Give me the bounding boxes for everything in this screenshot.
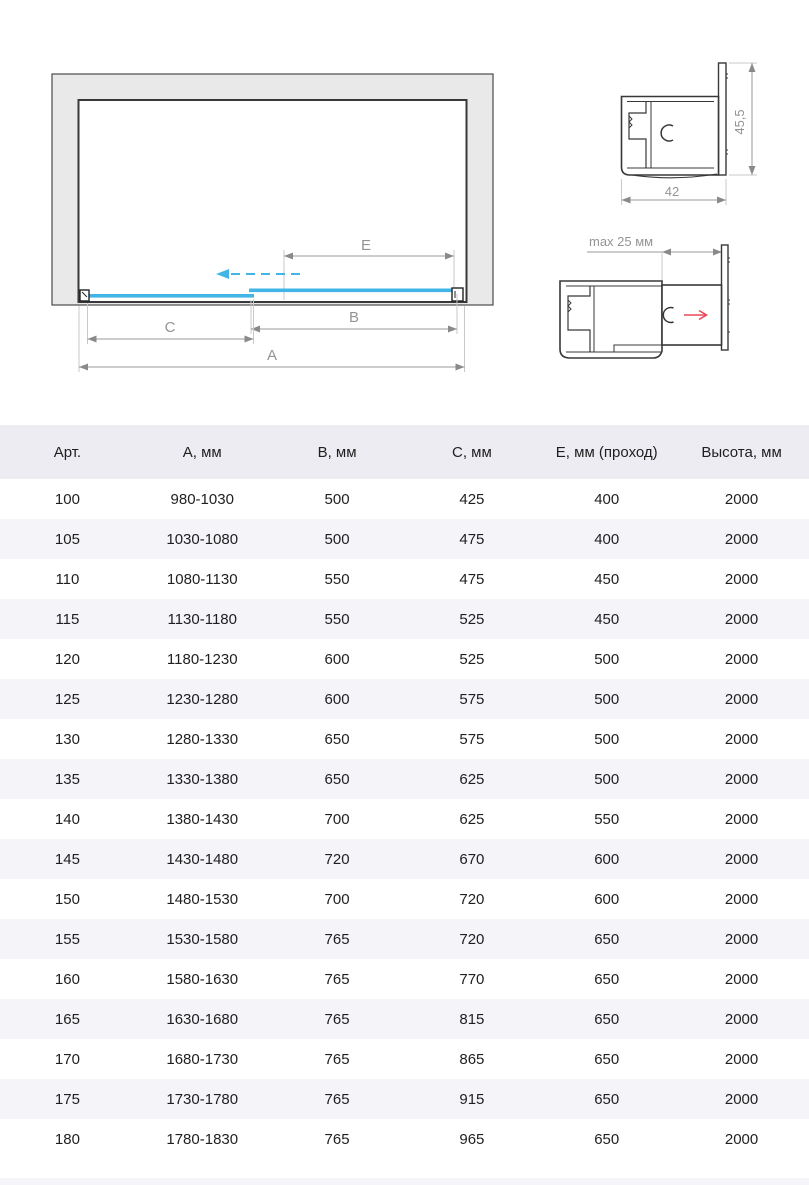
table-cell: 500 xyxy=(594,770,620,788)
table-row xyxy=(0,999,809,1039)
table-cell: 765 xyxy=(324,930,350,948)
table-cell: 915 xyxy=(459,1090,485,1108)
table-cell: 650 xyxy=(594,1130,620,1148)
table-cell: 1380-1430 xyxy=(166,810,239,828)
adjustment-profile-section xyxy=(560,234,730,358)
table-cell: 175 xyxy=(54,1090,80,1108)
table-cell: 2000 xyxy=(724,890,759,908)
table-cell: 400 xyxy=(594,490,620,508)
table-cell: 1580-1630 xyxy=(166,970,239,988)
table-cell: 1530-1580 xyxy=(166,930,239,948)
dimension-c xyxy=(88,299,254,344)
table-cell: 2000 xyxy=(724,570,759,588)
fixed-glass-panel xyxy=(87,294,254,298)
table-cell: 1280-1330 xyxy=(166,730,239,748)
table-cell: 965 xyxy=(459,1130,485,1148)
table-cell: 2000 xyxy=(724,970,759,988)
table-cell: 650 xyxy=(594,1050,620,1068)
table-cell: 450 xyxy=(594,610,620,628)
table-row xyxy=(0,879,809,919)
table-cell: 1730-1780 xyxy=(166,1090,239,1108)
table-cell: 700 xyxy=(324,810,350,828)
table-cell: 500 xyxy=(594,690,620,708)
table-cell: 625 xyxy=(459,770,485,788)
table-cell: 650 xyxy=(594,1090,620,1108)
table-cell: 400 xyxy=(594,530,620,548)
column-header: Е, мм (проход) xyxy=(555,443,658,461)
table-row xyxy=(0,839,809,879)
table-cell: 115 xyxy=(55,610,80,628)
dimension-max-25 xyxy=(587,234,722,281)
table-cell: 145 xyxy=(54,850,80,868)
table-cell: 650 xyxy=(594,970,620,988)
table-header xyxy=(0,425,809,479)
table-cell: 550 xyxy=(594,810,620,828)
dimension-a-label: A xyxy=(266,347,278,364)
profile-width-label: 42 xyxy=(664,184,680,199)
table-cell: 135 xyxy=(54,770,80,788)
table-cell: 765 xyxy=(324,1050,350,1068)
table-cell: 120 xyxy=(54,650,80,668)
table-cell: 1180-1230 xyxy=(166,650,238,668)
table-cell: 765 xyxy=(324,1010,350,1028)
table-row xyxy=(0,759,809,799)
table-cell: 130 xyxy=(54,730,80,748)
table-cell: 500 xyxy=(594,730,620,748)
table-cell: 425 xyxy=(459,490,485,508)
table-cell: 160 xyxy=(54,970,80,988)
table-cell: 105 xyxy=(54,530,80,548)
table-cell: 1130-1180 xyxy=(167,610,237,628)
table-cell: 1330-1380 xyxy=(166,770,239,788)
table-cell: 1430-1480 xyxy=(166,850,239,868)
profile-flange xyxy=(722,245,729,350)
table-row xyxy=(0,1119,809,1159)
dimension-b-label: B xyxy=(348,309,360,326)
table-cell: 500 xyxy=(324,530,350,548)
dimension-e-label: E xyxy=(360,237,372,254)
table-cell: 815 xyxy=(459,1010,485,1028)
table-row xyxy=(0,799,809,839)
column-header: С, мм xyxy=(452,443,492,461)
table-cell: 100 xyxy=(54,490,80,508)
table-cell: 575 xyxy=(459,730,485,748)
column-header: Высота, мм xyxy=(701,443,782,461)
profile-flange xyxy=(719,63,727,175)
table-cell: 600 xyxy=(324,690,350,708)
table-cell: 1480-1530 xyxy=(166,890,239,908)
table-cell: 765 xyxy=(324,1130,350,1148)
table-cell: 165 xyxy=(54,1010,80,1028)
table-cell: 500 xyxy=(594,650,620,668)
dimension-width-42 xyxy=(622,179,727,205)
size-table xyxy=(0,425,809,1159)
table-cell: 2000 xyxy=(724,1010,759,1028)
table-cell: 155 xyxy=(54,930,80,948)
table-cell: 865 xyxy=(459,1050,485,1068)
table-cell: 500 xyxy=(324,490,350,508)
table-cell: 1080-1130 xyxy=(166,570,238,588)
wall-profile xyxy=(560,281,662,358)
table-cell: 650 xyxy=(594,930,620,948)
table-cell: 670 xyxy=(459,850,485,868)
table-cell: 1680-1730 xyxy=(166,1050,239,1068)
table-cell: 550 xyxy=(324,610,350,628)
table-row xyxy=(0,639,809,679)
table-cell: 770 xyxy=(459,970,485,988)
table-row xyxy=(0,519,809,559)
table-row xyxy=(0,1079,809,1119)
table-cell: 1230-1280 xyxy=(166,690,239,708)
table-cell: 170 xyxy=(54,1050,80,1068)
niche-top-view-diagram xyxy=(52,74,493,372)
table-row xyxy=(0,559,809,599)
table-row xyxy=(0,919,809,959)
technical-drawing xyxy=(0,0,809,420)
profile-body xyxy=(622,97,719,176)
table-cell: 650 xyxy=(324,770,350,788)
table-cell: 450 xyxy=(594,570,620,588)
table-cell: 2000 xyxy=(724,730,759,748)
table-cell: 720 xyxy=(459,890,485,908)
frame-profile-extended xyxy=(662,245,730,350)
table-cell: 550 xyxy=(324,570,350,588)
table-cell: 2000 xyxy=(724,1050,759,1068)
table-cell: 2000 xyxy=(724,650,759,668)
table-cell: 1630-1680 xyxy=(166,1010,239,1028)
table-cell: 720 xyxy=(324,850,350,868)
table-cell: 600 xyxy=(324,650,350,668)
table-cell: 2000 xyxy=(724,1090,759,1108)
table-cell: 125 xyxy=(54,690,80,708)
profile-height-label: 45,5 xyxy=(732,109,747,135)
table-row xyxy=(0,1039,809,1079)
table-cell: 2000 xyxy=(724,530,759,548)
left-wall-bracket xyxy=(80,290,89,301)
dimension-c-label: C xyxy=(164,319,176,336)
table-cell: 765 xyxy=(324,970,350,988)
table-row xyxy=(0,719,809,759)
table-cell: 720 xyxy=(459,930,485,948)
table-cell: 625 xyxy=(459,810,485,828)
table-cell: 525 xyxy=(459,650,485,668)
table-cell: 2000 xyxy=(724,850,759,868)
table-cell: 180 xyxy=(54,1130,80,1148)
table-cell: 2000 xyxy=(724,690,759,708)
column-header: Арт. xyxy=(53,443,82,461)
table-cell: 600 xyxy=(594,850,620,868)
table-cell: 600 xyxy=(594,890,620,908)
table-cell: 575 xyxy=(459,690,485,708)
table-cell: 980-1030 xyxy=(170,490,234,508)
column-header: В, мм xyxy=(317,443,357,461)
table-cell: 2000 xyxy=(724,930,759,948)
table-cell: 525 xyxy=(459,610,485,628)
table-cell: 2000 xyxy=(724,770,759,788)
table-row xyxy=(0,479,809,519)
sliding-glass-panel xyxy=(249,289,457,293)
table-cell: 2000 xyxy=(724,610,759,628)
table-row xyxy=(0,599,809,639)
table-cell: 1780-1830 xyxy=(166,1130,239,1148)
table-cell: 475 xyxy=(459,530,485,548)
table-cell: 150 xyxy=(54,890,80,908)
adjustment-label: max 25 мм xyxy=(589,234,654,249)
table-cell: 1030-1080 xyxy=(166,530,239,548)
table-cell: 650 xyxy=(324,730,350,748)
table-cell: 2000 xyxy=(724,490,759,508)
table-row xyxy=(0,959,809,999)
table-cell: 140 xyxy=(54,810,80,828)
profile-cross-section xyxy=(622,63,758,205)
table-cell: 2000 xyxy=(724,1130,759,1148)
niche-opening xyxy=(79,100,467,302)
table-cell: 650 xyxy=(594,1010,620,1028)
bottom-strip xyxy=(0,1178,809,1185)
table-cell: 2000 xyxy=(724,810,759,828)
dimension-height-45-5 xyxy=(729,63,757,175)
table-cell: 475 xyxy=(459,570,485,588)
table-cell: 700 xyxy=(324,890,350,908)
column-header: А, мм xyxy=(182,443,222,461)
table-row xyxy=(0,679,809,719)
table-cell: 765 xyxy=(324,1090,350,1108)
table-cell: 110 xyxy=(55,570,80,588)
